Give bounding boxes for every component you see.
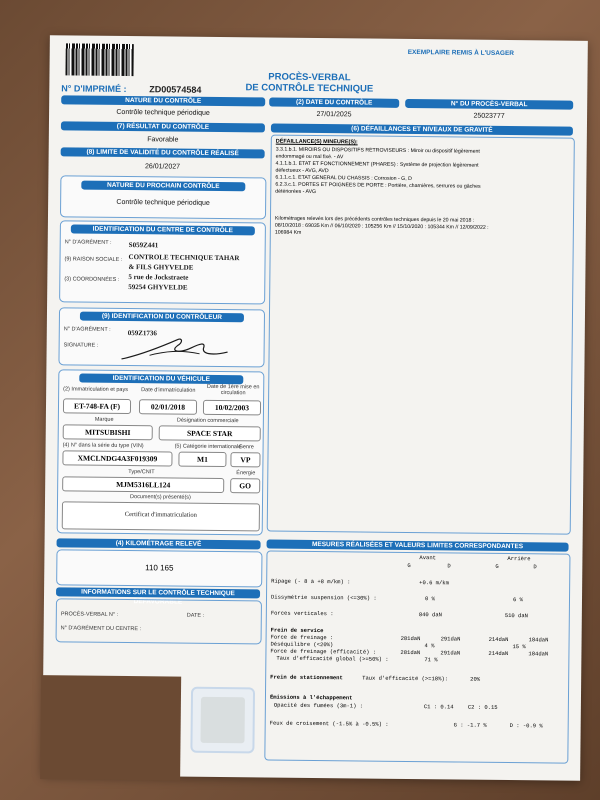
title-line1: PROCÈS-VERBAL [268,71,351,84]
efficacite-v1: 291daN [440,649,461,657]
feux-d: D : -0.9 % [509,722,543,730]
desym-av: 0 % [424,595,435,603]
ripage-value: +0.6 m/km [419,579,449,587]
km-header: (4) KILOMÉTRAGE RELEVÉ [57,538,261,549]
centre-agrement-label: N° D'AGRÉMENT : [64,239,112,246]
pv-number-header: N° DU PROCÈS-VERBAL [405,99,573,110]
defaillance-line-4: 6.1.1.c.1. ÉTAT GÉNÉRAL DU CHÂSSIS : Corrosion - G, D [275,174,412,183]
defaillance-line-2: 4.1.1.b.1. ÉTAT ET FONCTIONNEMENT (PHARES) : Système de projection légèrement [275,160,479,169]
freinage-v2: 214daN [488,635,509,644]
centre-header: IDENTIFICATION DU CENTRE DE CONTRÔLE [71,224,255,235]
service-label: Frein de service [270,626,324,635]
defaillances-heading: DÉFAILLANCE(S) MINEURE(S): [275,138,358,146]
vehicule-box [57,369,265,535]
marque-field: MITSUBISHI [63,424,153,440]
date-controle-value: 27/01/2025 [316,111,352,119]
sticker-patch [200,697,244,743]
ripage-row [267,577,569,587]
prochain-box [60,175,266,219]
desequ-av: 4 % [424,642,435,650]
signature-scribble [119,333,229,364]
defaillances-header: (6) DÉFAILLANCES ET NIVEAUX DE GRAVITÉ [271,124,573,136]
desequ-ar: 15 % [512,643,526,651]
defaillances-box [267,135,575,535]
forces-av: 840 daN [418,611,442,619]
defaillance-line-1: endommagé ou mal fixé. - AV [275,153,344,161]
limite-header: (8) LIMITE DE VALIDITÉ DU CONTRÔLE RÉALISÉ [61,147,265,158]
freinage-row [267,633,569,644]
desym-ar: 6 % [512,596,523,604]
freinage-label: Force de freinage : [270,633,334,642]
marque-label: Marque [94,416,114,423]
title-line2: DE CONTRÔLE TECHNIQUE [245,82,374,95]
centre-coord-label: (3) COORDONNÉES : [64,276,120,283]
barcode [65,43,133,76]
limite-value: 26/01/2027 [144,163,181,171]
km-value: 110 165 [145,563,174,573]
centre-coord-line2: 59254 GHYVELDE [128,283,188,292]
date-circ-field: 10/02/2003 [203,400,261,416]
date-immat-field: 02/01/2018 [139,399,197,415]
defaillance-line-5: 6.2.3.c.1. PORTES ET POIGNÉES DE PORTE : Portière, charnières, serrures ou gâches [275,181,481,190]
col-ar-d: D [533,563,537,571]
col-arriere: Arrière [507,555,531,563]
km-history-line-1: 08/10/2018 : 69035 Km // 06/10/2020 : 105256 Km // 15/10/2020 : 105344 Km // 12/09/2022 : [274,222,489,231]
efficacite-v0: 281daN [400,648,421,657]
forces-label: Forces verticales : [270,609,334,618]
energie-field: GO [230,478,260,493]
centre-agrement-value: S059Z441 [128,241,159,250]
defavorable-box [56,598,262,644]
col-av-g: G [407,561,411,570]
categorie-field: M1 [178,452,226,468]
energie-label: Énergie [236,470,256,477]
efficacite-v3: 184daN [528,650,549,658]
immat-label: (2) Immatriculation et pays [63,386,129,394]
controleur-box [58,307,265,367]
centre-raison-line1: CONTROLE TECHNIQUE TAHAR [128,253,240,263]
desym-row [267,593,569,604]
defav-date-label: DATE : [186,612,205,619]
imprime-label: N° D'IMPRIMÉ : [61,83,127,95]
nature-value: Contrôle technique périodique [116,108,210,117]
mesures-header: MESURES RÉALISÉES ET VALEURS LIMITES CORRESPONDANTES [267,540,569,552]
controleur-agrement-label: N° D'AGRÉMENT : [63,326,111,333]
feux-g: G : -1.7 % [453,721,487,729]
freinage-v0: 281daN [400,634,421,643]
security-sticker [190,687,255,754]
type-field: MJM5316LL124 [62,476,224,493]
date-controle-header: (2) DATE DU CONTRÔLE [269,98,399,108]
service-row [267,626,569,635]
emissions-label: Émissions à l'échappement [269,693,353,702]
freinage-v1: 291daN [440,635,461,643]
km-history-line-2: 106984 Km [274,229,302,236]
nature-header: NATURE DU CONTRÔLE [61,95,265,106]
copy-label: EXEMPLAIRE REMIS À L'USAGER [407,48,515,58]
stationnement-taux-value: 20% [470,675,481,683]
forces-row [267,609,569,620]
resultat-header: (7) RÉSULTAT DU CONTRÔLE [61,121,265,132]
centre-raison-label: (9) RAISON SOCIALE : [64,256,123,263]
desym-label: Dissymétrie suspension (<=30%) : [270,593,377,602]
controleur-header: (9) IDENTIFICATION DU CONTRÔLEUR [80,312,244,323]
desequ-label: Déséquilibre (<20%) [270,640,334,649]
defaillance-line-3: défectueux - AVG, AVD [275,167,329,175]
stationnement-label: Frein de stationnement [270,673,343,682]
opacite-label: Opacité des fumées (3m-1) : [273,701,364,710]
controleur-signature-label: SIGNATURE : [63,342,99,349]
feux-label: Feux de croisement (-1.5% à -0.5%) : [269,719,389,728]
categorie-label: (5) Catégorie internationale [174,443,242,451]
genre-label: Genre [238,444,254,451]
date-immat-label: Date d'immatriculation [141,387,196,394]
prochain-value: Contrôle technique périodique [116,198,210,207]
docs-field [62,501,260,531]
designation-label: Désignation commerciale [176,417,239,425]
pv-number-value: 25023777 [473,112,505,120]
freinage-v3: 184daN [528,636,549,644]
km-history-line-0: Kilométrages relevés lors des précédents contrôles techniques depuis le 20 mai 2018 : [274,215,475,224]
km-box [56,549,262,587]
vehicule-header: IDENTIFICATION DU VÉHICULE [79,374,243,385]
centre-box [59,220,266,304]
stationnement-row [266,673,568,683]
opacite-c1: C1 : 0.14 [423,703,454,711]
efficacite-v2: 214daN [488,649,509,658]
immat-field: ET-748-FA (F) [63,398,131,414]
forces-ar: 510 daN [504,611,528,620]
taux-label: Taux d'efficacité global (>=50%) : [276,654,389,663]
docs-label: Document(s) présenté(s) [130,494,191,501]
km-history-lines [275,216,571,240]
vin-field: XMCLNDG4A3F019309 [62,450,172,466]
defav-agrement-label: N° D'AGRÉMENT DU CENTRE : [60,625,142,633]
centre-coord-line1: 5 rue de Jockstraete [128,273,189,282]
centre-raison-line2: & FILS GHYVELDE [128,263,194,272]
prochain-header: NATURE DU PROCHAIN CONTRÔLE [81,181,245,192]
stationnement-taux-label: Taux d'efficacité (>=18%): [362,674,449,683]
mesures-box [264,551,570,764]
emissions-row [266,693,568,702]
opacite-row [266,701,568,711]
date-circ-label: Date de 1ère mise en circulation [206,383,260,397]
imprime-value: ZD00574584 [149,84,202,95]
genre-field: VP [230,452,260,467]
inspection-report-paper [42,35,588,781]
col-avant: Avant [419,554,436,562]
paper-torn-corner [40,675,181,780]
resultat-value: Favorable [147,136,179,144]
designation-field: SPACE STAR [159,425,261,441]
defavorable-header: INFORMATIONS SUR LE CONTRÔLE TECHNIQUE DÉFAVORABLE [56,587,260,598]
defaillance-line-0: 3.3.1.b.1. MIROIRS OU DISPOSITIFS RÉTROVISEURS : Miroir ou dispositif légèrement [275,146,480,155]
defav-pv-label: PROCÈS-VERBAL N° : [60,611,119,618]
mesures-col-headers [267,553,569,563]
controleur-agrement-value: 059Z1736 [127,329,157,338]
col-av-d: D [447,562,451,570]
type-label: Type/CNIT [128,469,155,476]
taux-value: 71 % [424,656,438,664]
docs-value: Certificat d'immatriculation [124,511,197,519]
ripage-label: Ripage (- 8 à +8 m/km) : [271,577,351,586]
defaillances-lines [275,147,571,199]
efficacite-label: Force de freinage (efficacité) : [270,647,377,656]
opacite-c2: C2 : 0.15 [467,703,498,711]
defaillance-line-6: détériorées - AVG [275,188,317,195]
vin-label: (4) N° dans la série du type (VIN) [62,442,144,450]
col-ar-g: G [495,562,499,570]
feux-row [266,719,568,730]
